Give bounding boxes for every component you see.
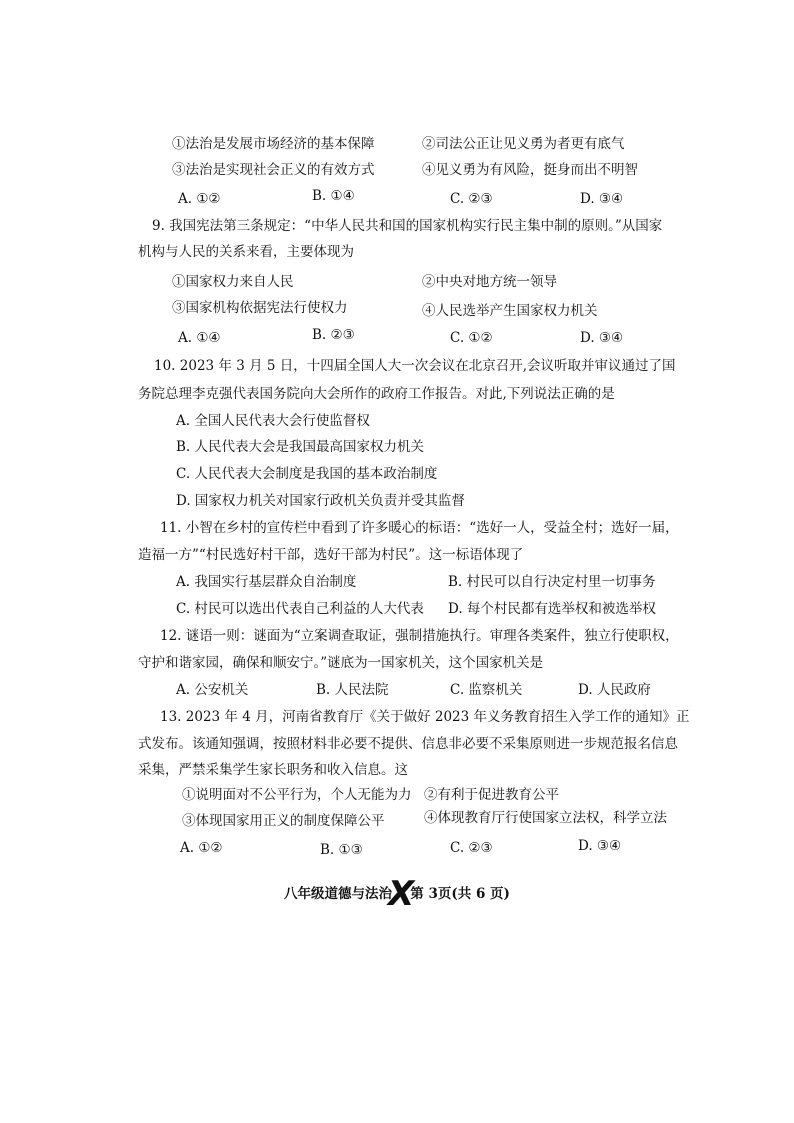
q8-statement-4: ④见义勇为有风险，挺身而出不明智: [422, 162, 638, 178]
q13-statement-4: ④体现教育厅行使国家立法权，科学立法: [424, 810, 667, 826]
q13-stem-line1: 13. 2023 年 4 月，河南省教育厅《关于做好 2023 年义务教育招生入学工作的通知》正: [160, 709, 690, 725]
q10-choice-c: C. 人民代表大会制度是我国的基本政治制度: [176, 466, 438, 482]
footer-handwritten-mark: X: [388, 874, 415, 914]
q9-choice-d: D. ③④: [580, 330, 624, 346]
q8-statement-1: ①法治是发展市场经济的基本保障: [172, 136, 375, 152]
q9-stem-line2: 机构与人民的关系来看，主要体现为: [138, 244, 354, 260]
footer-page-number: 第 3页(共 6 页): [410, 886, 510, 902]
q9-choice-a: A. ①④: [178, 330, 221, 346]
q13-stem-line2: 式发布。该通知强调，按照材料非必要不提供、信息非必要不采集原则进一步规范报名信息: [138, 736, 678, 752]
q12-choice-b: B. 人民法院: [316, 682, 389, 698]
footer-subject: 八年级道德与法治: [284, 886, 393, 902]
q12-choice-d: D. 人民政府: [578, 682, 651, 698]
q11-choice-c: C. 村民可以选出代表自己利益的人大代表: [176, 601, 424, 617]
q11-stem-line2: 造福一方”“村民选好村干部，选好干部为村民”。这一标语体现了: [138, 547, 524, 563]
q9-statement-1: ①国家权力来自人民: [172, 274, 294, 290]
q9-statement-4: ④人民选举产生国家权力机关: [422, 303, 598, 319]
q13-statement-1: ①说明面对不公平行为，个人无能为力: [182, 787, 412, 803]
q9-choice-c: C. ①②: [450, 330, 493, 346]
q8-statement-2: ②司法公正让见义勇为者更有底气: [422, 136, 625, 152]
q12-stem-line2: 守护和谐家园，确保和顺安宁。”谜底为一国家机关，这个国家机关是: [138, 655, 544, 671]
q9-choice-b: B. ②③: [312, 327, 355, 343]
q10-choice-d: D. 国家权力机关对国家行政机关负责并受其监督: [176, 493, 465, 509]
q13-choice-d: D. ③④: [578, 838, 622, 854]
q11-choice-a: A. 我国实行基层群众自治制度: [176, 574, 357, 590]
q13-statement-2: ②有利于促进教育公平: [424, 787, 559, 803]
q9-stem-line1: 9. 我国宪法第三条规定：“中华人民共和国的国家机构实行民主集中制的原则。”从国家: [152, 218, 663, 234]
q11-choice-d: D. 每个村民都有选举权和被选举权: [448, 601, 656, 617]
q13-choice-c: C. ②③: [450, 840, 493, 856]
q11-choice-b: B. 村民可以自行决定村里一切事务: [448, 574, 656, 590]
q8-choice-a: A. ①②: [178, 191, 221, 207]
q9-statement-3: ③国家机构依据宪法行使权力: [172, 300, 348, 316]
q12-stem-line1: 12. 谜语一则：谜面为“立案调查取证，强制措施执行。审理各类案件，独立行使职权，: [160, 628, 679, 644]
q8-choice-b: B. ①④: [312, 188, 355, 204]
q11-stem-line1: 11. 小智在乡村的宣传栏中看到了许多暖心的标语：“选好一人，受益全村；选好一届，: [160, 520, 679, 536]
q13-statement-3: ③体现国家用正义的制度保障公平: [182, 813, 385, 829]
q10-choice-a: A. 全国人民代表大会行使监督权: [176, 413, 370, 429]
q13-choice-a: A. ①②: [180, 840, 223, 856]
q10-stem-line1: 10. 2023 年 3 月 5 日，十四届全国人大一次会议在北京召开,会议听取并审议通过了国: [154, 358, 676, 374]
q10-stem-line2: 务院总理李克强代表国务院向大会所作的政府工作报告。对此,下列说法正确的是: [138, 386, 615, 402]
q12-choice-c: C. 监察机关: [450, 682, 523, 698]
q8-choice-d: D. ③④: [580, 191, 624, 207]
page-footer: [0, 874, 794, 914]
q10-choice-b: B. 人民代表大会是我国最高国家权力机关: [176, 439, 425, 455]
q13-choice-b: B. ①③: [320, 842, 363, 858]
q8-choice-c: C. ②③: [450, 191, 493, 207]
q8-statement-3: ③法治是实现社会正义的有效方式: [172, 162, 375, 178]
q9-statement-2: ②中央对地方统一领导: [422, 274, 557, 290]
q12-choice-a: A. 公安机关: [176, 682, 249, 698]
q13-stem-line3: 采集，严禁采集学生家长职务和收入信息。这: [138, 762, 408, 778]
